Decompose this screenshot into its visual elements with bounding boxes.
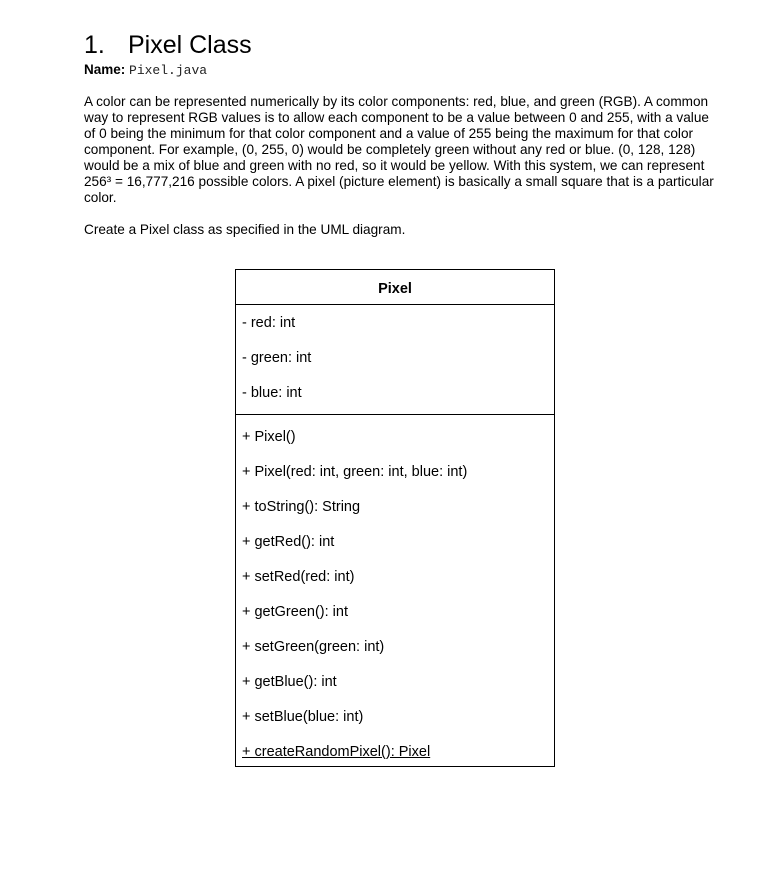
uml-attribute-blue: - blue: int	[242, 385, 302, 401]
uml-methods-section	[236, 415, 554, 770]
uml-class-name: Pixel	[236, 270, 554, 305]
uml-method-setred: + setRed(red: int)	[242, 569, 355, 585]
file-name-line	[84, 62, 207, 79]
uml-method-getgreen: + getGreen(): int	[242, 604, 348, 620]
uml-attributes-section	[236, 305, 554, 415]
section-number: 1.	[84, 31, 105, 59]
uml-method-getblue: + getBlue(): int	[242, 674, 337, 690]
uml-method-tostring: + toString(): String	[242, 499, 361, 515]
uml-attribute-red: - red: int	[242, 315, 296, 331]
name-label: Name:	[84, 62, 126, 77]
file-name: Pixel.java	[129, 63, 208, 78]
uml-attribute-green: - green: int	[242, 350, 312, 366]
section-title: Pixel Class	[128, 31, 252, 59]
uml-method-default-constructor: + Pixel()	[242, 429, 296, 445]
instruction-paragraph: Create a Pixel class as specified in the UML diagram.	[84, 222, 406, 237]
uml-method-setgreen: + setGreen(green: int)	[242, 639, 385, 655]
uml-method-setblue: + setBlue(blue: int)	[242, 709, 364, 725]
uml-method-getred: + getRed(): int	[242, 534, 335, 550]
uml-class-diagram	[235, 269, 555, 767]
uml-method-create-random-pixel: + createRandomPixel(): Pixel	[242, 744, 431, 760]
section-heading	[84, 30, 252, 60]
rgb-description-paragraph: A color can be represented numerically by its color components: red, blue, and green (RGB). A common way to represent RGB values is to allow each component to be a value between 0 and 255, with a value of 0 being the minimum for that color component and a value of 255 being the maximum for that color component. For example, (0, 255, 0) would be completely green without any red or blue. (0, 128, 128) would be a mix of blue and green with no red, so it would be yellow. With this system, we can represent 256³ = 16,777,216 possible colors. A pixel (picture element) is basically a small square that is a particular color.	[84, 94, 714, 205]
uml-method-full-constructor: + Pixel(red: int, green: int, blue: int)	[242, 464, 468, 480]
